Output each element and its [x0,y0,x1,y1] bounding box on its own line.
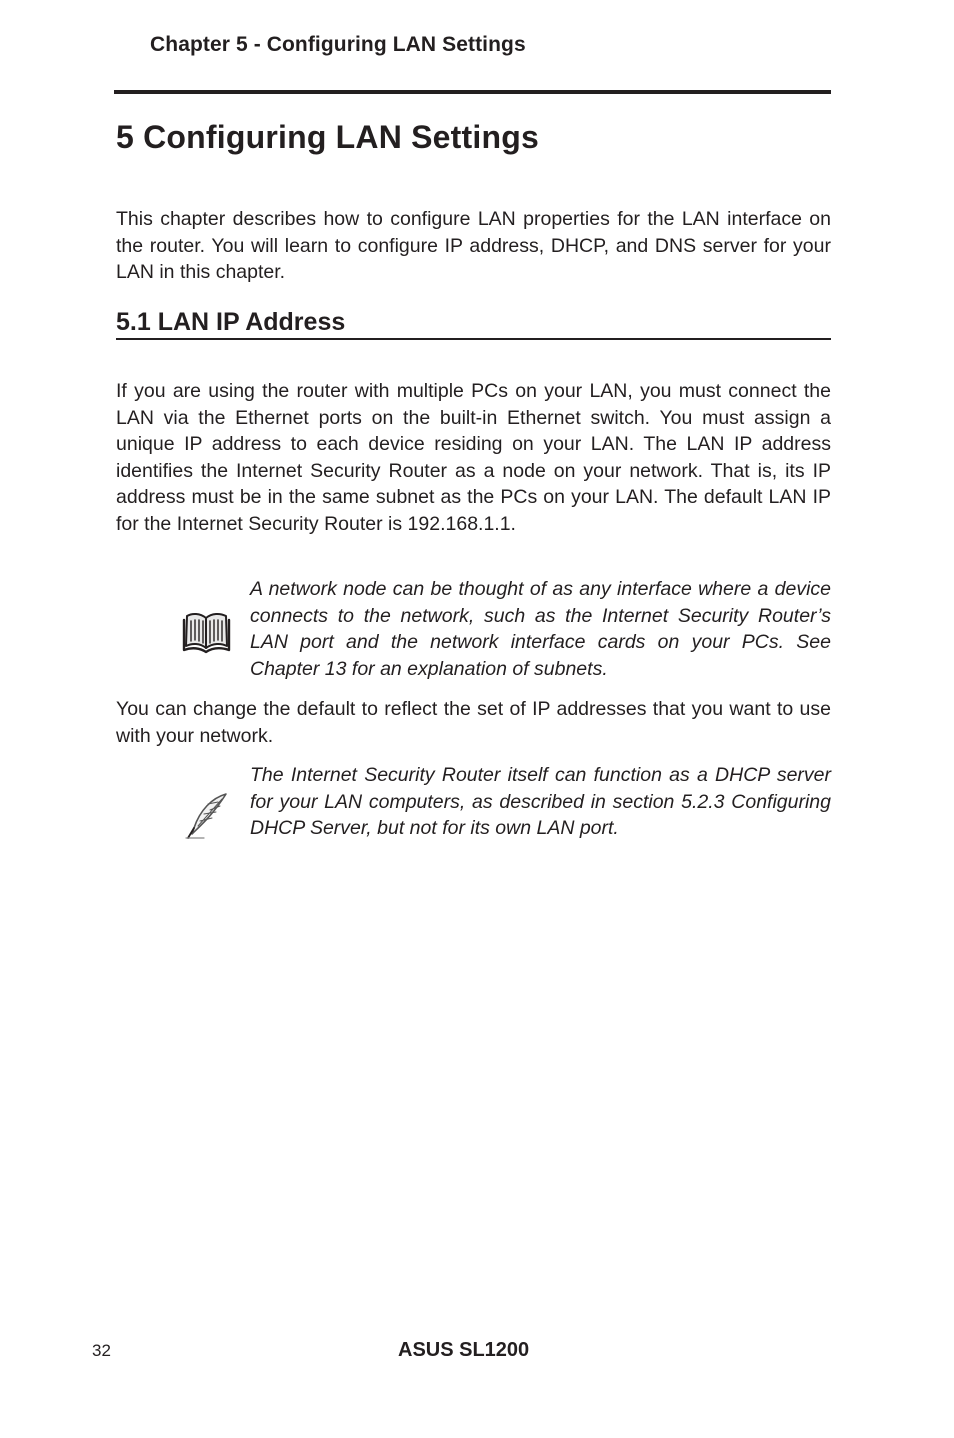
chapter-title: 5 Configuring LAN Settings [116,119,539,155]
note-dhcp-server: The Internet Security Router itself can function as a DHCP server for your LAN computers, as described in section 5.2.3 Configuring DHCP Server, but not for its own LAN port. [250,764,831,839]
book-icon [182,608,232,656]
chapter-intro-paragraph: This chapter describes how to configure LAN properties for the LAN interface on the router. You will learn to configure IP address, DHCP, and DNS server for your LAN in this chapter. [116,208,831,283]
change-default-paragraph: You can change the default to reflect the set of IP addresses that you want to use with your network. [116,698,831,747]
section-heading: 5.1 LAN IP Address [116,306,831,340]
note-network-node: A network node can be thought of as any interface where a device connects to the network, such as the Internet Security Router’s LAN port and the network interface cards on your PCs. See Chapter 13 for an explanation of subnets. [250,578,831,680]
page-number: 32 [92,1341,111,1360]
lan-ip-paragraph: If you are using the router with multiple PCs on your LAN, you must connect the LAN via the Ethernet ports on the built-in Ethernet switch. You must assign a unique IP address to each device residing on your LAN. The LAN IP address identifies the Internet Security Router as a node on your network. That is, its IP address must be in the same subnet as the PCs on your LAN. The default LAN IP for the Internet Security Router is 192.168.1.1. [116,380,831,535]
header-rule [114,90,831,94]
footer-product-name: ASUS SL1200 [398,1339,530,1361]
running-header: Chapter 5 - Configuring LAN Settings [150,33,526,56]
quill-pen-icon [182,790,232,842]
